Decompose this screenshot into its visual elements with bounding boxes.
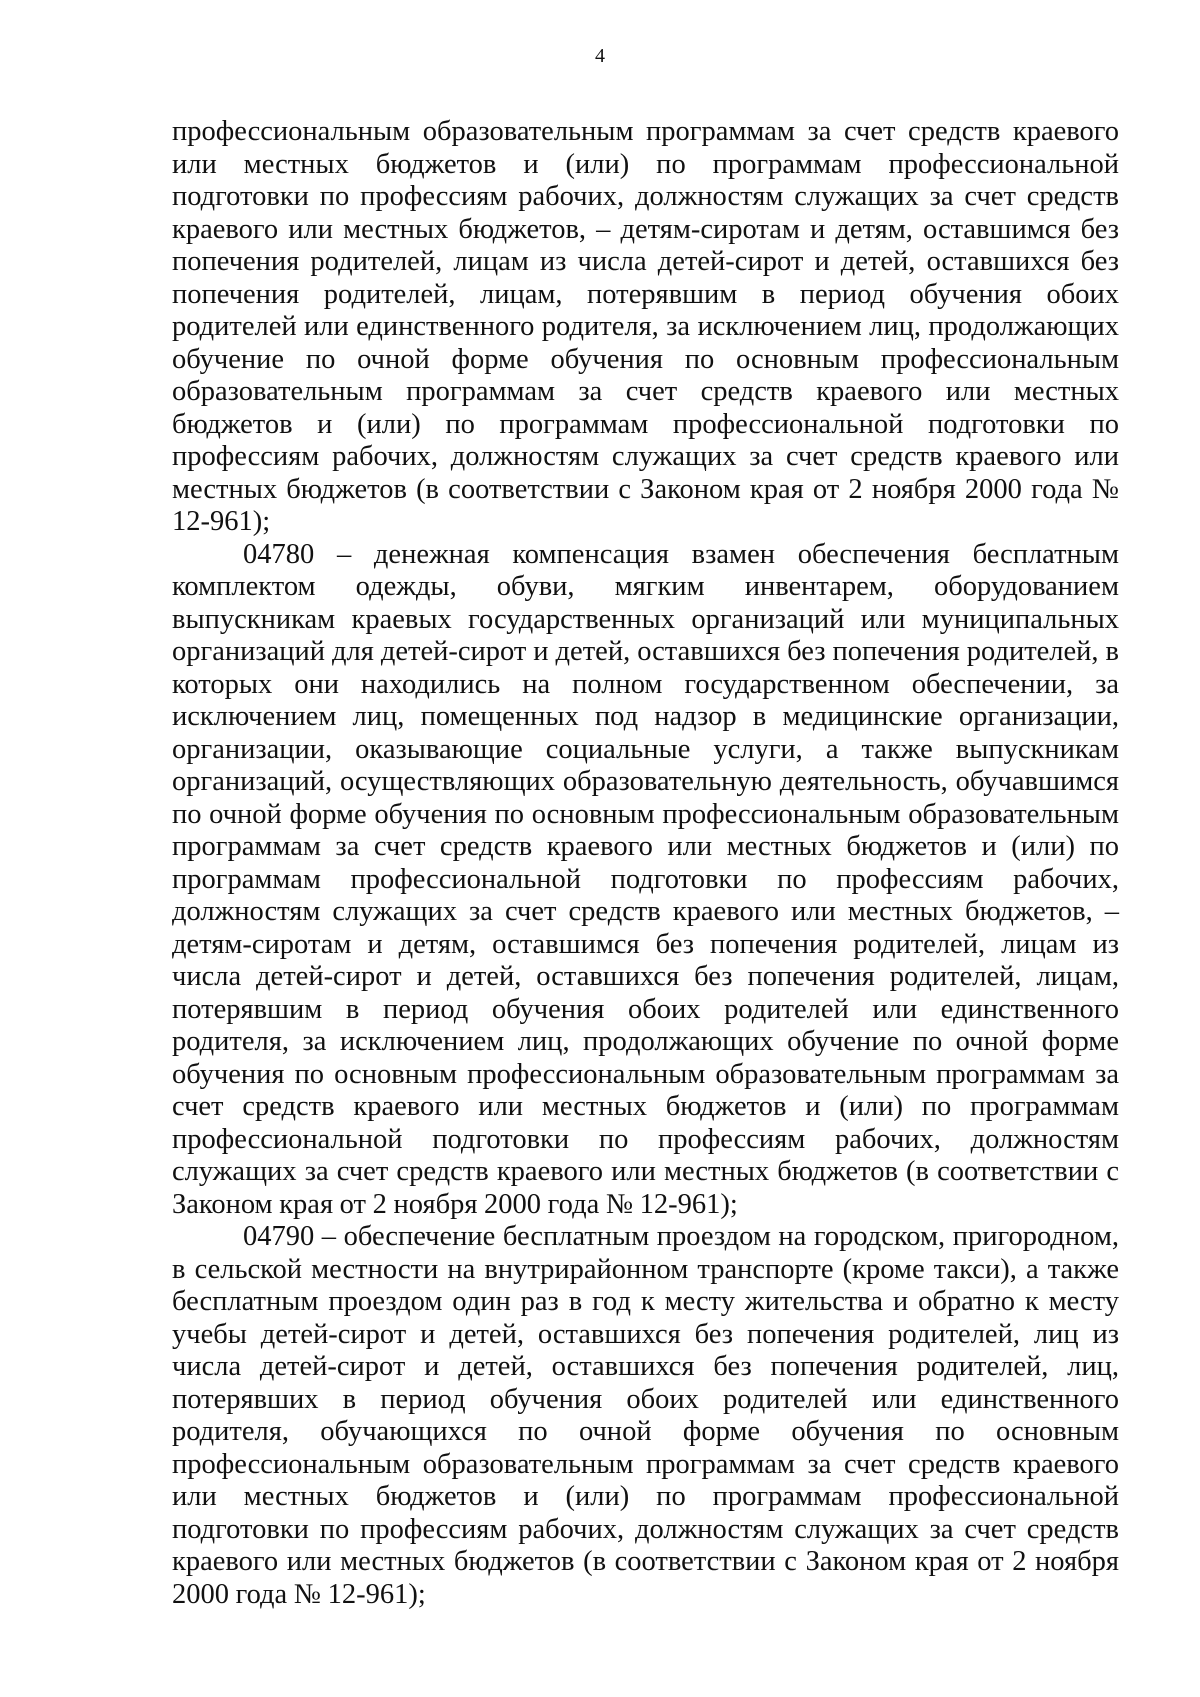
page-number: 4 <box>595 45 605 67</box>
document-body <box>172 116 1119 1611</box>
paragraph-04780: 04780 – денежная компенсация взамен обеспечения бесплатным комплектом одежды, обуви, мягким инвентарем, оборудованием выпускникам краевых государственных организаций или муниципальных организаций для детей-сирот и детей, оставшихся без попечения родителей, в которых они находились на полном государственном обеспечении, за исключением лиц, помещенных под надзор в медицинские организации, организации, оказывающие социальные услуги, а также выпускникам организаций, осуществляющих образовательную деятельность, обучавшимся по очной форме обучения по основным профессиональным образовательным программам за счет средств краевого или местных бюджетов и (или) по программам профессиональной подготовки по профессиям рабочих, должностям служащих за счет средств краевого или местных бюджетов, – детям-сиротам и детям, оставшимся без попечения родителей, лицам из числа детей-сирот и детей, оставшихся без попечения родителей, лицам, потерявшим в период обучения обоих родителей или единственного родителя, за исключением лиц, продолжающих обучение по очной форме обучения по основным профессиональным образовательным программам за счет средств краевого или местных бюджетов и (или) по программам профессиональной подготовки по профессиям рабочих, должностям служащих за счет средств краевого или местных бюджетов (в соответствии с Законом края от 2 ноября 2000 года № 12-961); <box>172 538 1119 1220</box>
paragraph-04790: 04790 – обеспечение бесплатным проездом на городском, пригородном, в сельской местности на внутрирайонном транспорте (кроме такси), а также бесплатным проездом один раз в год к месту жительства и обратно к месту учебы детей-сирот и детей, оставшихся без попечения родителей, лиц из числа детей-сирот и детей, оставшихся без попечения родителей, лиц, потерявших в период обучения обоих родителей или единственного родителя, обучающихся по очной форме обучения по основным профессиональным образовательным программам за счет средств краевого или местных бюджетов и (или) по программам профессиональной подготовки по профессиям рабочих, должностям служащих за счет средств краевого или местных бюджетов (в соответствии с Законом края от 2 ноября 2000 года № 12-961); <box>172 1221 1119 1610</box>
paragraph-continuation: профессиональным образовательным программам за счет средств краевого или местных бюджетов и (или) по программам профессиональной подготовки по профессиям рабочих, должностям служащих за счет средств краевого или местных бюджетов, – детям-сиротам и детям, оставшимся без попечения родителей, лицам из числа детей-сирот и детей, оставшихся без попечения родителей, лицам, потерявшим в период обучения обоих родителей или единственного родителя, за исключением лиц, продолжающих обучение по очной форме обучения по основным профессиональным образовательным программам за счет средств краевого или местных бюджетов и (или) по программам профессиональной подготовки по профессиям рабочих, должностям служащих за счет средств краевого или местных бюджетов (в соответствии с Законом края от 2 ноября 2000 года № 12-961); <box>172 116 1119 537</box>
